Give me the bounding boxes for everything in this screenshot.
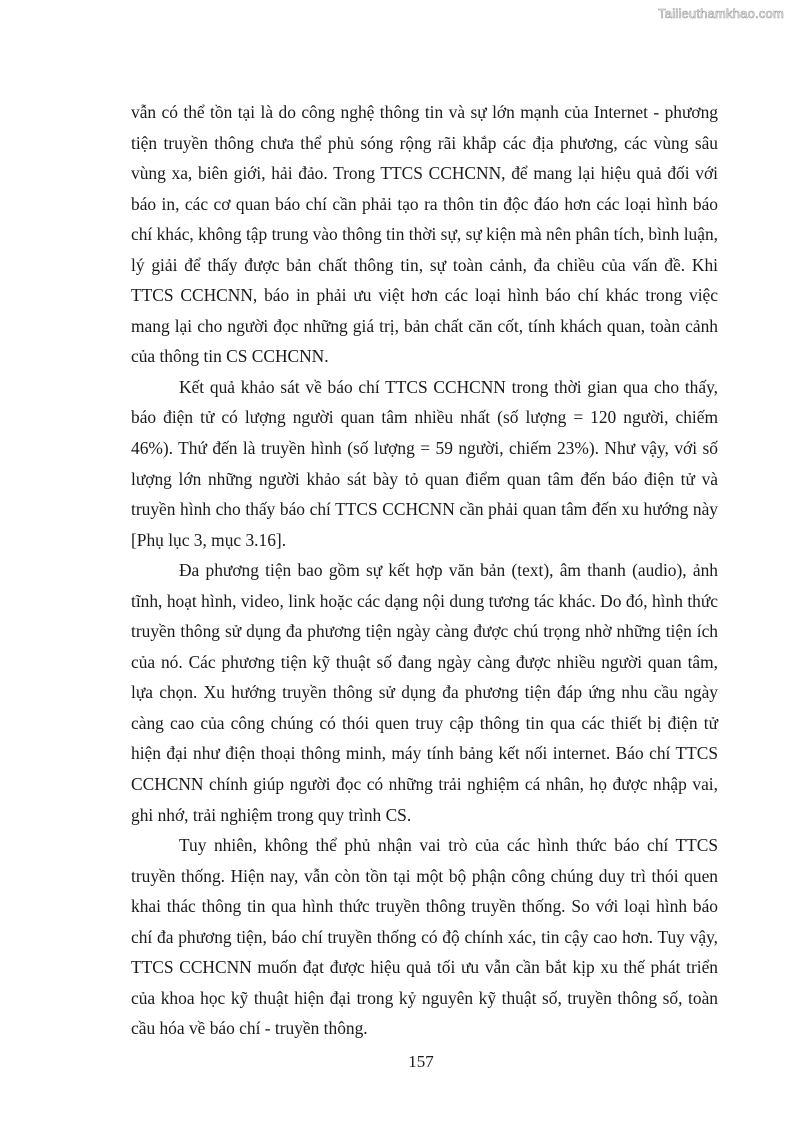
page-number: 157 — [408, 1052, 434, 1071]
paragraph-traditional-media: Tuy nhiên, không thể phủ nhận vai trò của các hình thức báo chí TTCS truyền thống. Hiện nay, vẫn còn tồn tại một bộ phận công chúng duy trì thói quen khai thác thông tin qua hình thức truyền thông truyền thống. So với loại hình báo chí đa phương tiện, báo chí truyền thống có độ chính xác, tin cậy cao hơn. Tuy vậy, TTCS CCHCNN muốn đạt được hiệu quả tối ưu vẫn cần bắt kịp xu thế phát triển của khoa học kỹ thuật hiện đại trong kỷ nguyên kỹ thuật số, truyền thông số, toàn cầu hóa về báo chí - truyền thông. — [131, 835, 718, 1039]
watermark-text: Tailieuthamkhao.com — [658, 6, 784, 21]
paragraph-survey-results: Kết quả khảo sát về báo chí TTCS CCHCNN trong thời gian qua cho thấy, báo điện tử có lượng người quan tâm nhiều nhất (số lượng = 120 người, chiếm 46%). Thứ đến là truyền hình (số lượng = 59 người, chiếm 23%). Như vậy, với số lượng lớn những người khảo sát bày tỏ quan điểm quan tâm đến báo điện tử và truyền hình cho thấy báo chí TTCS CCHCNN cần phải quan tâm đến xu hướng này [Phụ lục 3, mục 3.16]. — [131, 376, 718, 550]
paragraph-multimedia: Đa phương tiện bao gồm sự kết hợp văn bản (text), âm thanh (audio), ảnh tĩnh, hoạt hình, video, link hoặc các dạng nội dung tương tác khác. Do đó, hình thức truyền thông sử dụng đa phương tiện ngày càng được chú trọng nhờ những tiện ích của nó. Các phương tiện kỹ thuật số đang ngày càng được nhiều người quan tâm, lựa chọn. Xu hướng truyền thông sử dụng đa phương tiện đáp ứng nhu cầu ngày càng cao của công chúng có thói quen truy cập thông tin qua các thiết bị điện tử hiện đại như điện thoại thông minh, máy tính bảng kết nối internet. Báo chí TTCS CCHCNN chính giúp người đọc có những trải nghiệm cá nhân, họ được nhập vai, ghi nhớ, trải nghiệm trong quy trình CS. — [131, 560, 718, 825]
paragraph-continuation: vẫn có thể tồn tại là do công nghệ thông tin và sự lớn mạnh của Internet - phương tiện truyền thông chưa thể phủ sóng rộng rãi khắp các địa phương, các vùng sâu vùng xa, biên giới, hải đảo. Trong TTCS CCHCNN, để mang lại hiệu quả đối với báo in, các cơ quan báo chí cần phải tạo ra thôn tin độc đáo hơn các loại hình báo chí khác, không tập trung vào thông tin thời sự, sự kiện mà nên phân tích, bình luận, lý giải để thấy được bản chất thông tin, sự toàn cảnh, đa chiều của vấn đề. Khi TTCS CCHCNN, báo in phải ưu việt hơn các loại hình báo chí khác trong việc mang lại cho người đọc những giá trị, bản chất căn cốt, tính khách quan, toàn cảnh của thông tin CS CCHCNN. — [131, 102, 718, 367]
document-body — [131, 97, 718, 1044]
